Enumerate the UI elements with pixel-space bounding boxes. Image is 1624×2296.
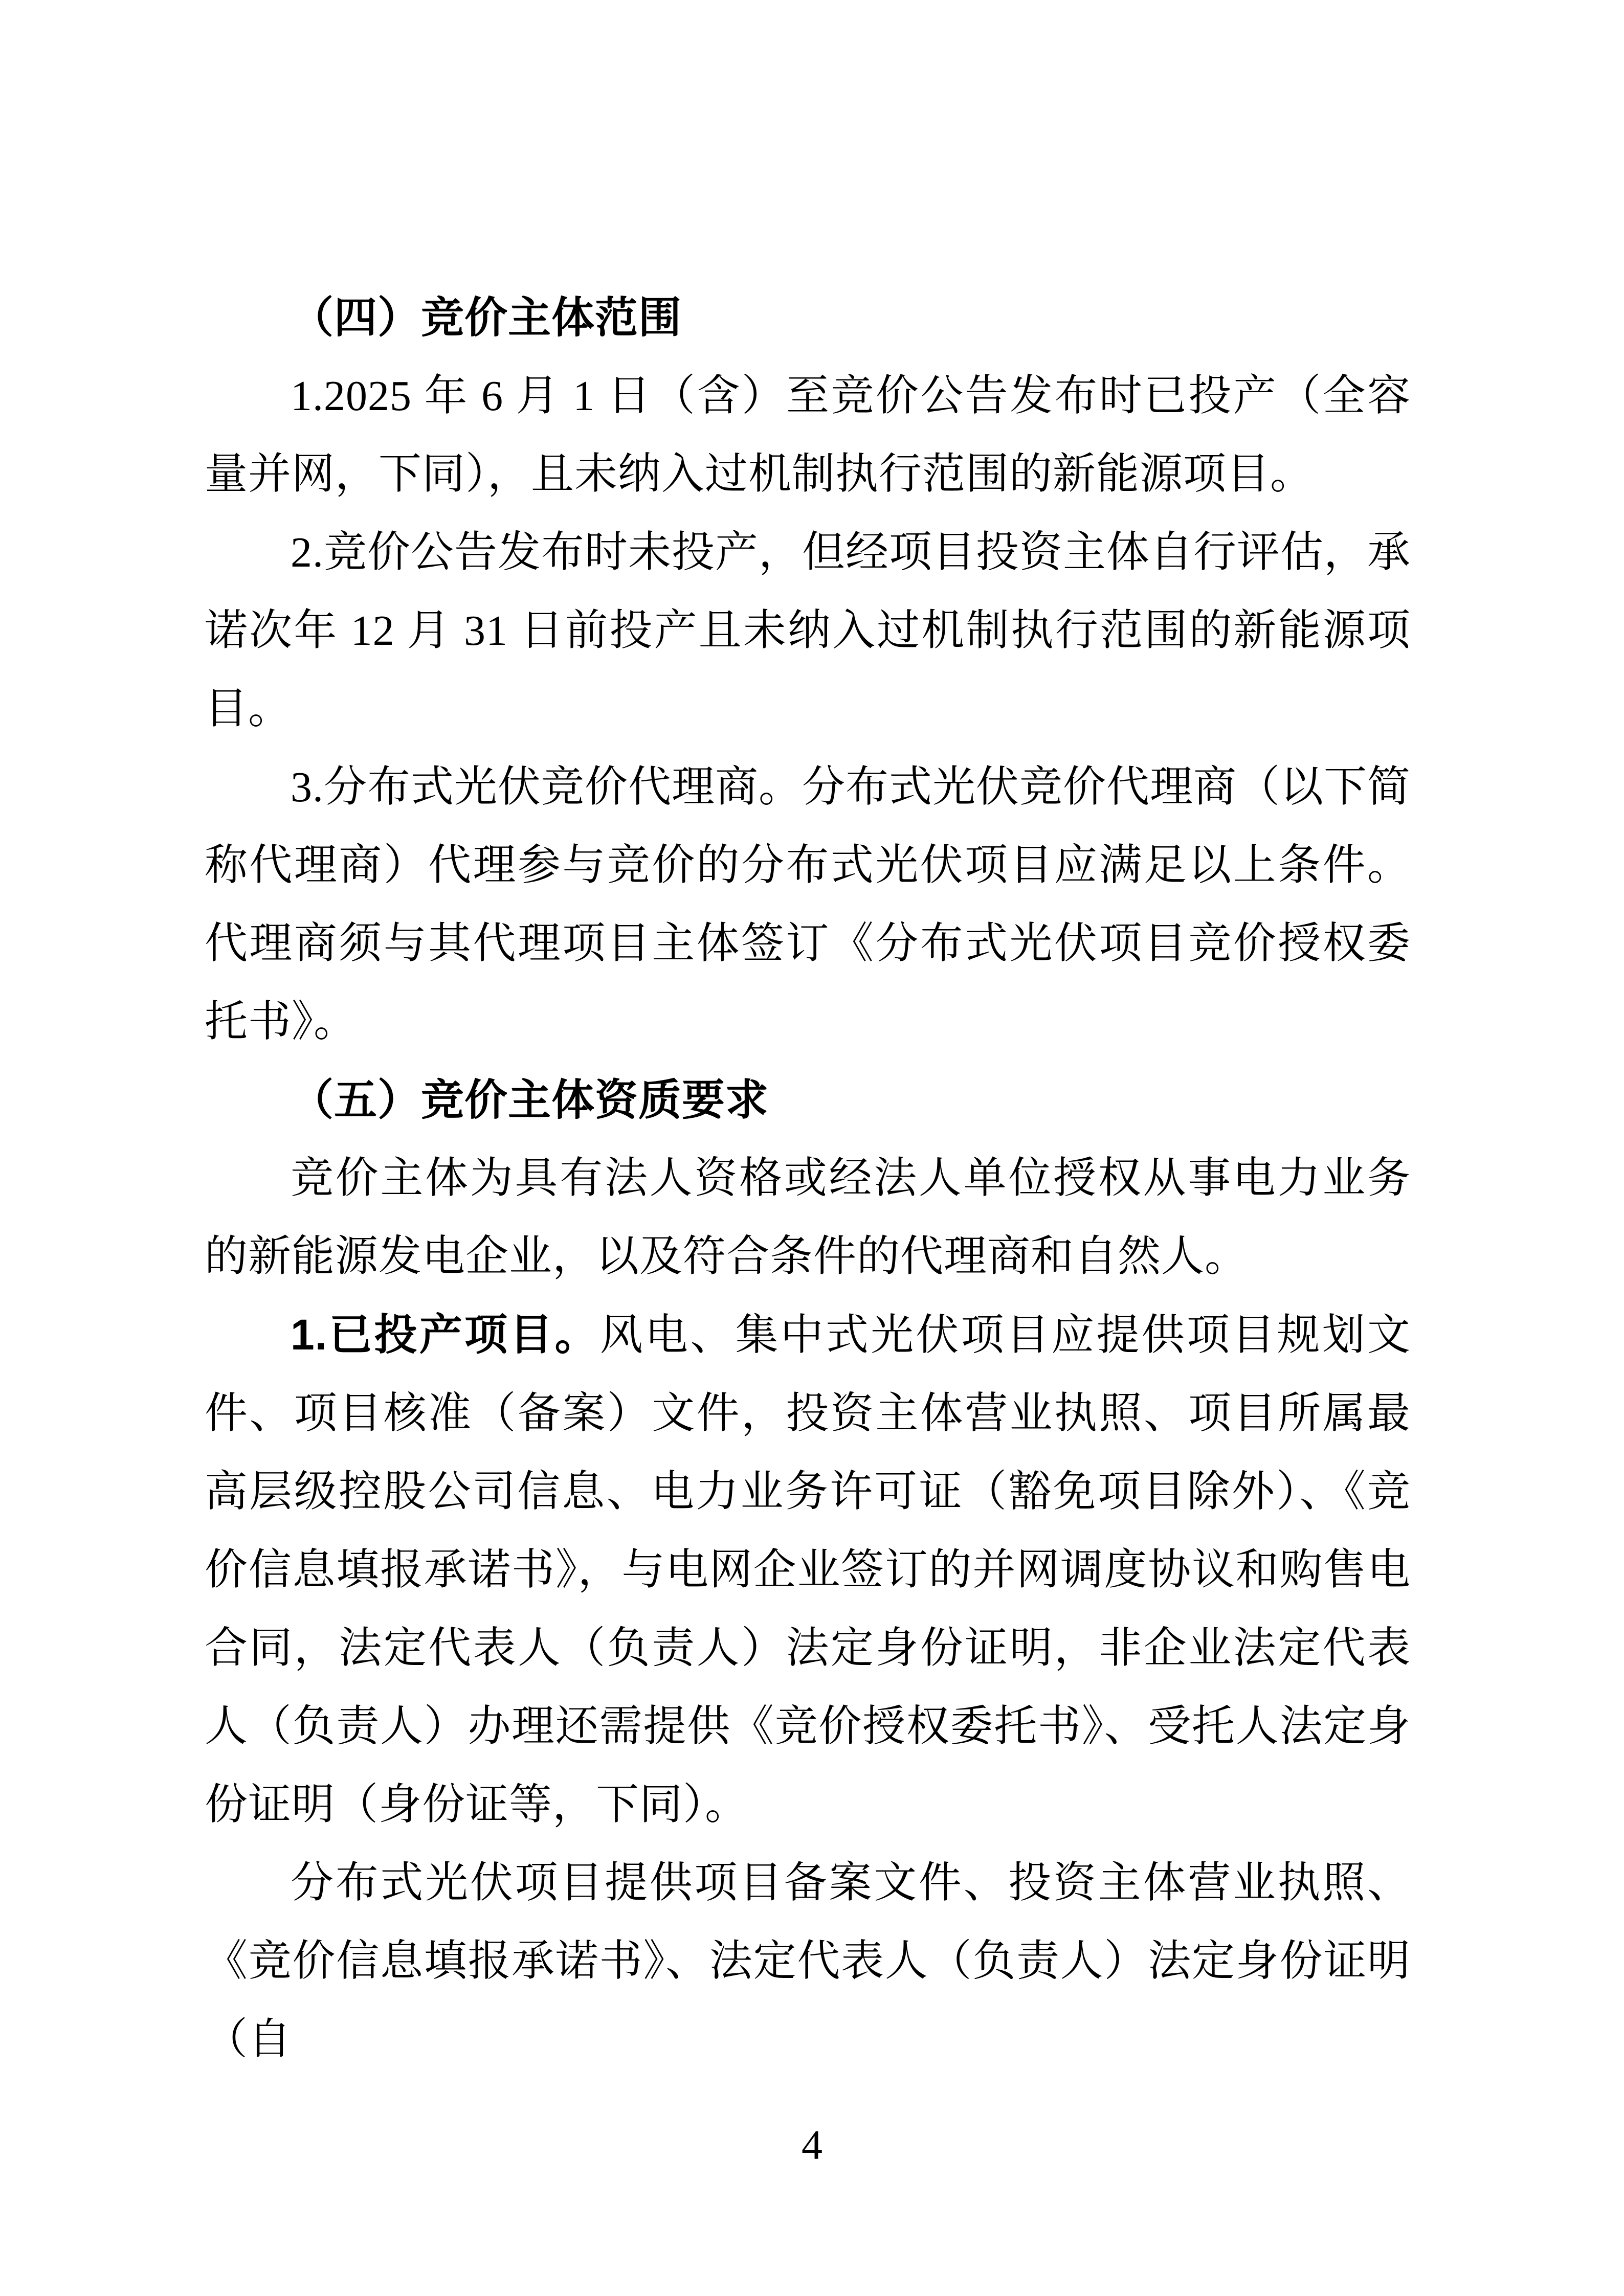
paragraph [205, 1296, 1411, 1844]
bold-text-run: （四）竞价主体范围 [291, 294, 682, 342]
paragraph [205, 1139, 1411, 1296]
bold-text-run: （五）竞价主体资质要求 [291, 1076, 769, 1124]
bold-text-run: 1.已投产项目。 [291, 1311, 600, 1359]
document-body [205, 279, 1411, 2079]
paragraph [205, 513, 1411, 748]
text-run: 风电、集中式光伏项目应提供项目规划文件、项目核准（备案）文件，投资主体营业执照、项目所属最高层级控股公司信息、电力业务许可证（豁免项目除外）、《竞价信息填报承诺书》，与电网企业签订的并网调度协议和购售电合同，法定代表人（负责人）法定身份证明，非企业法定代表人（负责人）办理还需提供《竞价授权委托书》、受托人法定身份证明（身份证等，下同）。 [205, 1312, 1411, 1829]
text-run: 3.分布式光伏竞价代理商。分布式光伏竞价代理商（以下简称代理商）代理参与竞价的分布式光伏项目应满足以上条件。代理商须与其代理项目主体签订《分布式光伏项目竞价授权委托书》。 [205, 763, 1411, 1046]
paragraph [205, 748, 1411, 1061]
page-number: 4 [802, 2122, 822, 2168]
text-run: 分布式光伏项目提供项目备案文件、投资主体营业执照、《竞价信息填报承诺书》、法定代表人（负责人）法定身份证明（自 [205, 1859, 1411, 2063]
section-heading [205, 1061, 1411, 1139]
paragraph [205, 357, 1411, 513]
text-run: 1.2025 年 6 月 1 日（含）至竞价公告发布时已投产（全容量并网，下同），且未纳入过机制执行范围的新能源项目。 [205, 372, 1411, 498]
text-run: 2.竞价公告发布时未投产，但经项目投资主体自行评估，承诺次年 12 月 31 日前投产且未纳入过机制执行范围的新能源项目。 [205, 529, 1411, 733]
paragraph [205, 1844, 1411, 2079]
section-heading [205, 279, 1411, 357]
text-run: 竞价主体为具有法人资格或经法人单位授权从事电力业务的新能源发电企业，以及符合条件的代理商和自然人。 [205, 1155, 1411, 1280]
